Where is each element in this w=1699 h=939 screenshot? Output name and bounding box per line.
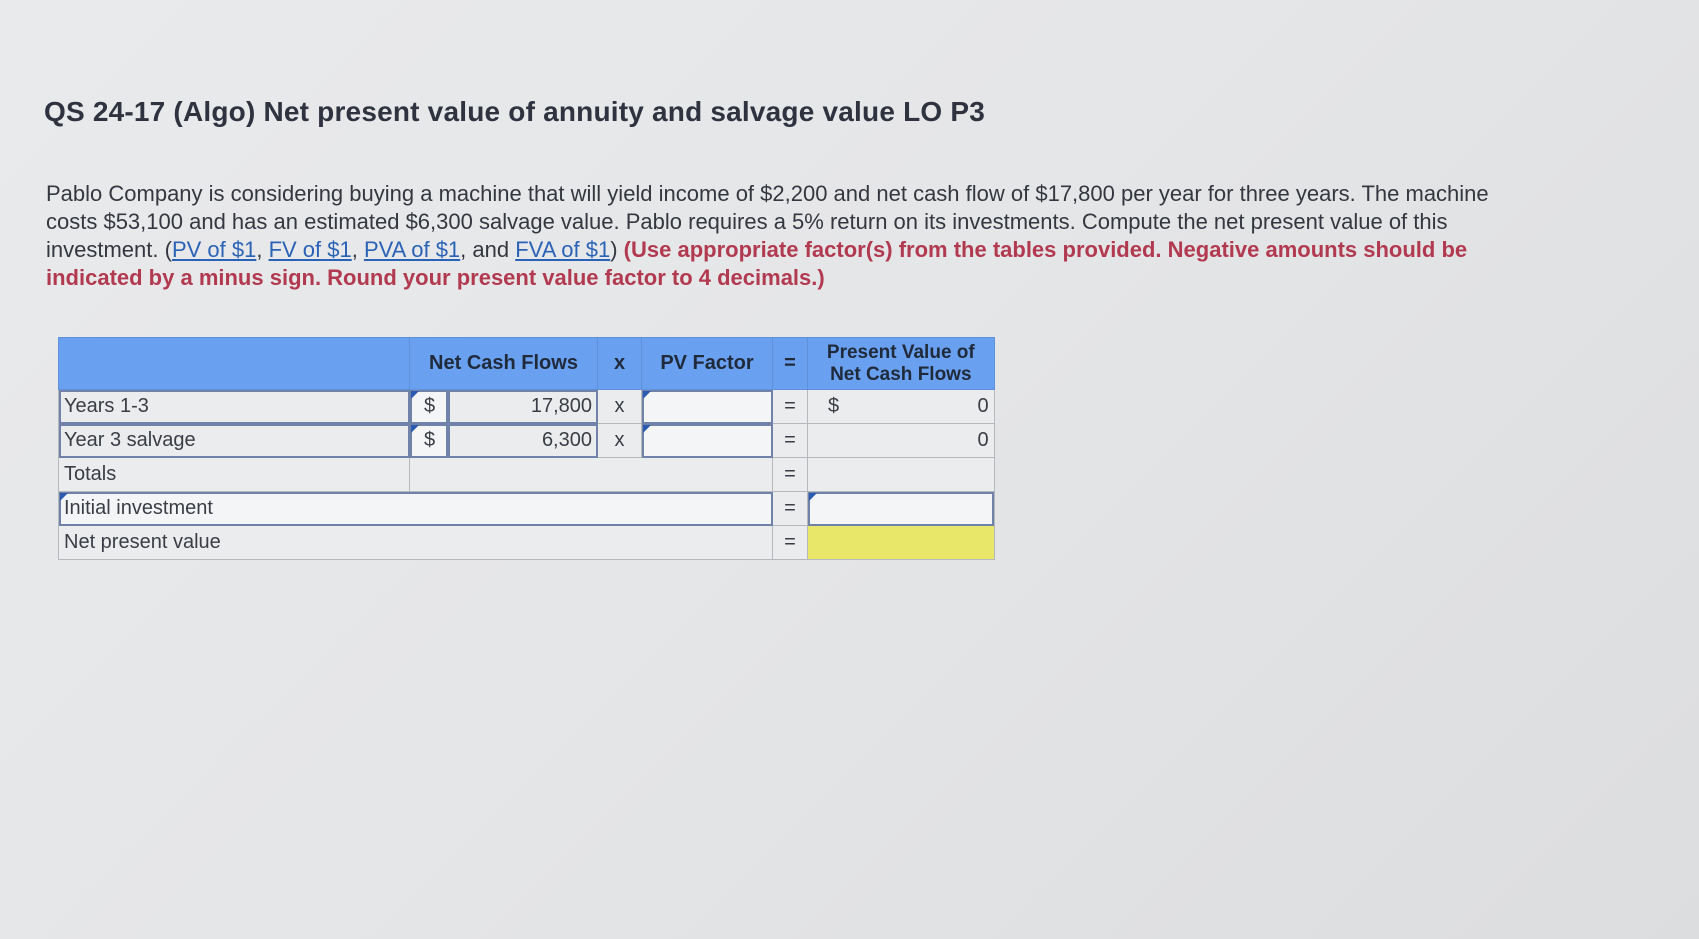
header-pv-factor: PV Factor	[642, 338, 773, 390]
table-row	[59, 390, 995, 424]
multiply-sign: x	[598, 390, 642, 424]
table-row	[59, 526, 995, 560]
equals-sign: =	[773, 492, 808, 526]
header-present-value: Present Value of Net Cash Flows	[808, 338, 995, 390]
header-net-cash-flows: Net Cash Flows	[410, 338, 598, 390]
separator: ,	[256, 237, 269, 262]
initial-investment-label-input[interactable]: Initial investment	[59, 492, 773, 526]
header-row	[59, 338, 995, 390]
equals-sign: =	[773, 458, 808, 492]
row-label: Totals	[59, 458, 410, 492]
pv-dollar-sign: $	[808, 390, 845, 424]
table-row	[59, 458, 995, 492]
page-title: QS 24-17 (Algo) Net present value of annuity and salvage value LO P3	[44, 96, 985, 127]
present-value-amount: 0	[844, 390, 994, 424]
net-present-value-result	[808, 526, 995, 560]
pv-of-1-link[interactable]: PV of $1	[171, 237, 257, 262]
table-row	[59, 424, 995, 458]
pv-factor-input[interactable]	[642, 424, 773, 458]
dollar-sign[interactable]: $	[410, 390, 448, 424]
totals-value	[808, 458, 995, 492]
multiply-sign: x	[598, 424, 642, 458]
fv-of-1-link[interactable]: FV of $1	[268, 237, 352, 262]
net-cash-flow-amount[interactable]: 6,300	[448, 424, 598, 458]
empty-cell	[410, 458, 773, 492]
pva-of-1-link[interactable]: PVA of $1	[363, 237, 461, 262]
fva-of-1-link[interactable]: FVA of $1	[515, 237, 611, 262]
instructions-emphasis: (Use appropriate factor(s) from the tables provided. Negative amounts should be indicated by a minus sign. Round your present value factor to 4 decimals.)	[46, 237, 1468, 290]
row-label: Year 3 salvage	[59, 424, 410, 458]
table-row	[59, 492, 995, 526]
separator: ,	[351, 237, 364, 262]
equals-sign: =	[773, 424, 808, 458]
present-value-amount: 0	[844, 424, 994, 458]
header-equals: =	[773, 338, 808, 390]
prompt-text: Pablo Company is considering buying a machine that will yield income of $2,200 and net cash flow of $17,800 per year for three years. The machine costs $53,100 and has an estimated $6,300 salvage value. Pablo requires a 5% return on its investments. Compute the net present value of this investment. (	[46, 181, 1489, 262]
header-multiply: x	[598, 338, 642, 390]
question-prompt	[46, 180, 1546, 292]
row-label: Years 1-3	[59, 390, 410, 424]
header-blank	[59, 338, 410, 390]
equals-sign: =	[773, 390, 808, 424]
separator: )	[610, 237, 618, 262]
dollar-sign[interactable]: $	[410, 424, 448, 458]
npv-table	[58, 337, 995, 560]
pv-factor-input[interactable]	[642, 390, 773, 424]
pv-dollar-blank	[808, 424, 845, 458]
separator: , and	[460, 237, 516, 262]
row-label: Net present value	[59, 526, 773, 560]
net-cash-flow-amount[interactable]: 17,800	[448, 390, 598, 424]
equals-sign: =	[773, 526, 808, 560]
initial-investment-input[interactable]	[808, 492, 995, 526]
